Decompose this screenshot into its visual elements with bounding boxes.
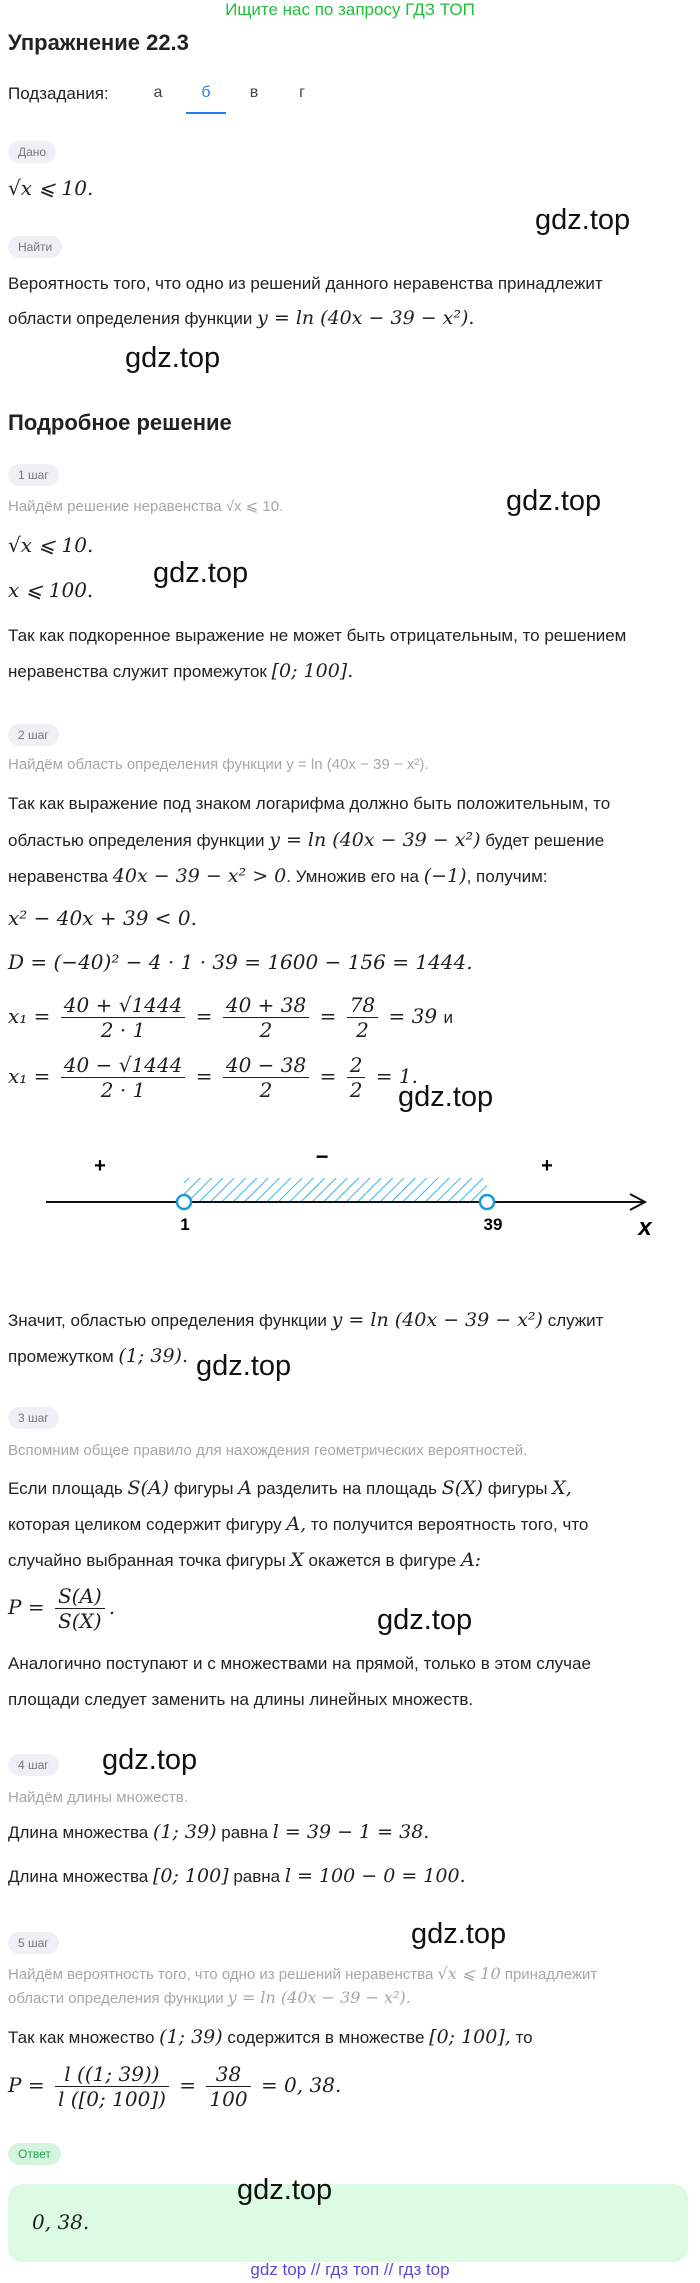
root1-r-frac <box>347 993 378 1042</box>
step1-interval: [0; 100]. <box>271 660 354 682</box>
step1-tag: 1 шаг <box>8 464 59 486</box>
answer-value: 0, 38. <box>32 2210 90 2234</box>
s3-l1f1: S(A) <box>127 1477 170 1499</box>
s4-l2b: равна <box>233 1867 281 1886</box>
step2-text-3-factor: (−1) <box>423 865 467 887</box>
s3-p-num: S(A) <box>55 1584 105 1609</box>
watermark: gdz.top <box>125 342 221 374</box>
sign-plus-left: + <box>94 1155 106 1177</box>
s3-l1a: Если площадь <box>8 1479 123 1498</box>
step2-hint: Найдём область определения функции y = ln (40x − 39 − x²). <box>8 756 429 773</box>
answer-box <box>8 2184 688 2262</box>
step3-text-1: Аналогично поступают и с множествами на прямой, только в этом случае <box>8 1654 591 1673</box>
s5-t1a: Так как множество <box>8 2028 155 2047</box>
step1-formula-2: x ⩽ 100. <box>8 578 94 602</box>
s3-l3f2: A: <box>460 1549 482 1571</box>
subtasks-label: Подзадания: <box>8 84 109 103</box>
root1-lhs: x₁ = <box>8 1004 51 1028</box>
s5-p-num: l ((1; 39)) <box>55 2062 169 2087</box>
watermark: gdz.top <box>153 557 249 589</box>
find-text-1: Вероятность того, что одно из решений данного неравенства принадлежит <box>8 274 603 293</box>
step2-text-2a: областью определения функции <box>8 831 265 850</box>
root1-result: = 39 <box>388 1004 438 1028</box>
watermark: gdz.top <box>196 1350 292 1382</box>
s5-h2a: области определения функции <box>8 1990 224 2007</box>
label-1: 1 <box>180 1215 190 1234</box>
step1-text-2-words: неравенства служит промежуток <box>8 662 267 681</box>
step2-text-2 <box>8 828 688 853</box>
answer-tag: Ответ <box>8 2143 61 2165</box>
s5-t1f1: (1; 39) <box>159 2026 223 2048</box>
step1-text-1: Так как подкоренное выражение не может быть отрицательным, то решением <box>8 626 627 645</box>
conclusion-interval: (1; 39). <box>118 1345 188 1367</box>
s4-l2a: Длина множества <box>8 1867 149 1886</box>
number-line <box>0 1140 700 1250</box>
step3-line-2 <box>8 1512 688 1537</box>
root1-and: и <box>443 1008 453 1027</box>
s3-p-den: S(X) <box>58 1609 102 1633</box>
s3-p-lhs: P = <box>8 1595 45 1619</box>
step4-tag: 4 шаг <box>8 1754 59 1776</box>
root2-mid-num: 40 − 38 <box>223 1053 309 1078</box>
root1-num: 40 + √1444 <box>61 993 186 1018</box>
root1-mid-num: 40 + 38 <box>223 993 309 1018</box>
step4-line-2 <box>8 1864 688 1889</box>
step2-text-3-formula: 40x − 39 − x² > 0 <box>112 865 287 887</box>
conclusion-t2: служит <box>547 1311 604 1330</box>
s3-l2b: то получится вероятность того, что <box>310 1515 589 1534</box>
root2-r-num: 2 <box>347 1053 366 1078</box>
s3-l1f4: X, <box>552 1477 572 1499</box>
step3-text-2: площади следует заменить на длины линейных множеств. <box>8 1690 474 1709</box>
root2-mid-den: 2 <box>259 1078 273 1102</box>
s5-h1a: Найдём вероятность того, что одно из решений неравенства <box>8 1966 434 1983</box>
step4-line-1 <box>8 1820 688 1845</box>
given-tag: Дано <box>8 141 56 163</box>
root1-mid-den: 2 <box>259 1018 273 1042</box>
s4-l2g: l = 100 − 0 = 100. <box>284 1865 466 1887</box>
root1-r-den: 2 <box>356 1018 369 1042</box>
subtasks-tabs <box>8 84 668 114</box>
root2-lhs: x₁ = <box>8 1064 51 1088</box>
root2-frac <box>61 1053 186 1102</box>
step1-hint: Найдём решение неравенства √x ⩽ 10. <box>8 498 284 515</box>
step2-text-3 <box>8 864 688 889</box>
interval-hatch <box>184 1178 487 1202</box>
step2-text-3c: , получим: <box>466 867 548 886</box>
tab-a[interactable]: а <box>153 84 163 101</box>
root1-r-num: 78 <box>347 993 378 1018</box>
s5-t1c: то <box>515 2028 533 2047</box>
step2-text-3b: . Умножив его на <box>286 867 420 886</box>
page-title: Упражнение 22.3 <box>8 30 189 55</box>
find-formula: y = ln (40x − 39 − x²). <box>257 307 475 329</box>
axis-label-x: x <box>638 1214 652 1241</box>
step2-text-3a: неравенства <box>8 867 109 886</box>
s5-p-mid-frac <box>206 2062 250 2111</box>
s5-t1f2: [0; 100], <box>429 2026 511 2048</box>
s3-l3f1: X <box>290 1549 304 1571</box>
s5-p-frac <box>55 2062 169 2111</box>
s3-l1b: фигуры <box>173 1479 234 1498</box>
watermark: gdz.top <box>398 1081 494 1113</box>
step2-text-2b: будет решение <box>485 831 605 850</box>
step2-root-2: x₁ = $\frac{40 - √1444}{2 \cdot 1}$ = $\frac{40 - 38}{2}$ = $\frac{2}{2}$ = 1. <box>8 1053 418 1102</box>
step2-text-2-formula: y = ln (40x − 39 − x²) <box>269 829 481 851</box>
root2-mid-frac <box>223 1053 309 1102</box>
sign-plus-right: + <box>541 1155 553 1177</box>
step5-probability: P = $\frac{l ((1; 39))}{l ([0; 100])}$ = $\frac{38}{100}$ = 0, 38. <box>8 2062 342 2111</box>
step2-root-1: x₁ = $\frac{40 + √1444}{2 \cdot 1}$ = $\frac{40 + 38}{2}$ = $\frac{78}{2}$ = 39 и <box>8 993 453 1042</box>
watermark: gdz.top <box>411 1918 507 1950</box>
root1-frac <box>61 993 186 1042</box>
step2-conclusion-1 <box>8 1308 688 1333</box>
footer-links[interactable]: gdz top // гдз топ // гдз top <box>250 2260 450 2279</box>
root2-result: = 1. <box>375 1064 418 1088</box>
watermark: gdz.top <box>237 2174 333 2206</box>
s5-p-res: = 0, 38. <box>260 2073 342 2097</box>
point-1 <box>177 1195 191 1209</box>
s3-l3b: окажется в фигуре <box>308 1551 457 1570</box>
root1-den: 2 · 1 <box>100 1018 146 1042</box>
conclusion-formula: y = ln (40x − 39 − x²) <box>331 1309 543 1331</box>
s4-l1g: l = 39 − 1 = 38. <box>272 1821 430 1843</box>
step2-conclusion-2 <box>8 1344 688 1369</box>
tab-v[interactable]: в <box>249 84 259 101</box>
step2-discriminant: D = (−40)² − 4 · 1 · 39 = 1600 − 156 = 1444. <box>8 950 473 974</box>
s5-t1b: содержится в множестве <box>227 2028 425 2047</box>
root2-r-frac <box>347 1053 366 1102</box>
s4-l1b: равна <box>221 1823 269 1842</box>
s5-p-lhs: P = <box>8 2073 45 2097</box>
label-39: 39 <box>483 1215 503 1234</box>
s5-h2f: y = ln (40x − 39 − x²). <box>227 1988 411 2007</box>
watermark: gdz.top <box>506 485 602 517</box>
s3-l2a: которая целиком содержит фигуру <box>8 1515 282 1534</box>
s5-p-mid-num: 38 <box>206 2062 250 2087</box>
step2-tag: 2 шаг <box>8 724 59 746</box>
watermark: gdz.top <box>377 1604 473 1636</box>
conclusion-t3: промежутком <box>8 1347 114 1366</box>
watermark: gdz.top <box>535 204 631 236</box>
step3-line-3 <box>8 1548 688 1573</box>
s3-l2f: A, <box>286 1513 307 1535</box>
s3-l3a: случайно выбранная точка фигуры <box>8 1551 286 1570</box>
tab-g[interactable]: г <box>299 84 305 101</box>
s5-p-mid-den: 100 <box>209 2087 248 2111</box>
find-tag: Найти <box>8 236 62 258</box>
step3-tag: 3 шаг <box>8 1407 59 1429</box>
s3-l1c: разделить на площадь <box>256 1479 437 1498</box>
tab-b[interactable]: б <box>186 84 226 114</box>
root1-mid-frac <box>223 993 309 1042</box>
root2-num: 40 − √1444 <box>61 1053 186 1078</box>
step4-hint: Найдём длины множеств. <box>8 1789 188 1806</box>
find-text-2 <box>8 306 688 331</box>
step3-line-1 <box>8 1476 688 1501</box>
s4-l1f: (1; 39) <box>152 1821 217 1843</box>
conclusion-t1: Значит, областью определения функции <box>8 1311 327 1330</box>
s5-p-den: l ([0; 100]) <box>57 2087 166 2111</box>
step1-text-2 <box>8 659 688 684</box>
s3-l1d: фигуры <box>487 1479 548 1498</box>
step5-hint-2 <box>8 1987 688 2010</box>
sign-minus: − <box>315 1144 329 1169</box>
step5-hint-1 <box>8 1963 688 1986</box>
step2-text-1: Так как выражение под знаком логарифма должно быть положительным, то <box>8 794 611 813</box>
s3-p-frac <box>55 1584 105 1633</box>
step3-hint: Вспомним общее правило для нахождения геометрических вероятностей. <box>8 1442 528 1459</box>
s4-l2f: [0; 100] <box>152 1865 229 1887</box>
watermark: gdz.top <box>102 1744 198 1776</box>
step2-quadratic: x² − 40x + 39 < 0. <box>8 906 197 930</box>
s3-l1f3: S(X) <box>441 1477 484 1499</box>
solution-title: Подробное решение <box>8 410 232 435</box>
step5-tag: 5 шаг <box>8 1932 59 1954</box>
given-formula: √x ⩽ 10. <box>8 176 94 200</box>
find-text-2-words: области определения функции <box>8 309 253 328</box>
s5-h1b: принадлежит <box>504 1966 598 1983</box>
step3-probability-formula: P = $\frac{S(A)}{S(X)}$ . <box>8 1584 116 1633</box>
step1-formula-1: √x ⩽ 10. <box>8 533 94 557</box>
s3-l1f2: A <box>238 1477 252 1499</box>
s5-h1f: √x ⩽ 10 <box>437 1964 501 1983</box>
s4-l1a: Длина множества <box>8 1823 149 1842</box>
step5-text <box>8 2025 688 2050</box>
root2-r-den: 2 <box>349 1078 363 1102</box>
root2-den: 2 · 1 <box>100 1078 146 1102</box>
search-banner[interactable]: Ищите нас по запросу ГДЗ ТОП <box>225 0 475 19</box>
point-39 <box>480 1195 494 1209</box>
